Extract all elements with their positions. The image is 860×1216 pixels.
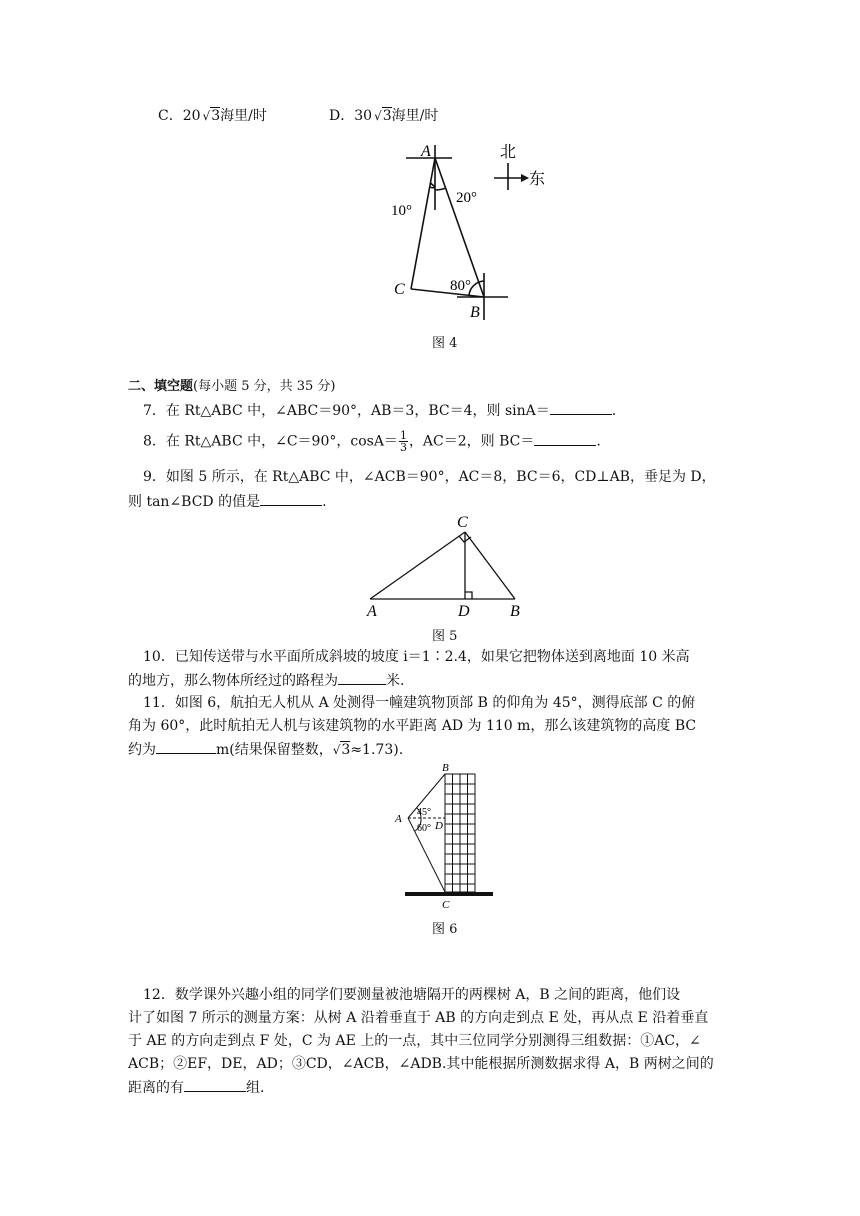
question-12-line-4: ACB；②EF，DE，AD；③CD，∠ACB，∠ADB.其中能根据所测数据求得 A，B 两树之间的 <box>128 1056 714 1072</box>
question-11-line-2: 角为 60°，此时航拍无人机与该建筑物的水平距离 AD 为 110 m，那么该建筑物的高度 BC <box>128 718 697 734</box>
question-12-line-3: 于 AE 的方向走到点 F 处，C 为 AE 上的一点，其中三位同学分别测得三组数据：①AC，∠ <box>128 1033 701 1049</box>
fig4-label-c: C <box>394 281 405 298</box>
q11-blank[interactable] <box>156 739 216 754</box>
question-10-line-2 <box>128 670 738 691</box>
q7-text: 7．在 Rt△ABC 中，∠ABC＝90°，AB＝3，BC＝4，则 sinA＝ <box>143 403 550 419</box>
figure-4-caption: 图 4 <box>432 336 458 351</box>
fig4-angle-10: 10° <box>391 203 412 219</box>
fig6-angle-60: 60° <box>417 823 431 834</box>
fig4-label-a: A <box>421 143 431 160</box>
question-11-line-1: 11．如图 6，航拍无人机从 A 处测得一幢建筑物顶部 B 的仰角为 45°，测得底部 C 的俯 <box>143 695 696 711</box>
fig6-angle-45: 45° <box>417 807 431 818</box>
q9-end: . <box>322 494 327 510</box>
fig5-label-a: A <box>367 603 377 620</box>
q8-end: . <box>596 433 601 450</box>
option-c-radical: 3 <box>211 108 221 124</box>
q10-end: 米. <box>386 673 405 689</box>
option-c: C．20 √3海里/时 <box>158 108 267 124</box>
question-9-line-1: 9．如图 5 所示，在 Rt△ABC 中，∠ACB＝90°，AC＝8，BC＝6，CD⊥AB，垂足为 D， <box>143 469 716 485</box>
option-c-unit: 海里/时 <box>220 108 267 124</box>
q8-text-a: 8．在 Rt△ABC 中，∠C＝90°，cosA＝ <box>143 433 398 450</box>
option-d-unit: 海里/时 <box>391 108 439 124</box>
q10-blank[interactable] <box>338 670 386 685</box>
option-d-radical: 3 <box>382 108 392 124</box>
option-d-label: D．30 <box>329 108 373 124</box>
option-d: D．30 √3海里/时 <box>329 108 439 124</box>
fig5-label-c: C <box>457 514 468 531</box>
fig6-label-b: B <box>442 762 449 774</box>
compass-east-label: 东 <box>529 171 546 188</box>
fig5-label-d: D <box>458 603 470 620</box>
fig6-label-d: D <box>435 820 443 832</box>
question-12-line-2: 计了如图 7 所示的测量方案：从树 A 沿着垂直于 AB 的方向走到点 E 处，再从点 E 沿着垂直 <box>128 1010 709 1026</box>
q8-blank[interactable] <box>534 431 596 446</box>
fig4-angle-20: 20° <box>456 190 477 206</box>
q11-radical: 3 <box>341 742 351 758</box>
figure-5-caption: 图 5 <box>432 629 458 644</box>
q11-text-c: ≈1.73). <box>350 742 404 758</box>
question-7 <box>143 400 753 421</box>
fig4-angle-80: 80° <box>450 278 471 294</box>
compass-north-label: 北 <box>500 144 517 161</box>
question-12-line-1: 12．数学课外兴趣小组的同学们要测量被池塘隔开的两棵树 A，B 之间的距离，他们设 <box>143 987 681 1003</box>
q8-frac-num: 1 <box>399 429 407 442</box>
option-c-label: C．20 <box>158 108 201 124</box>
q9-blank[interactable] <box>260 491 322 506</box>
q8-text-b: ，AC＝2，则 BC＝ <box>408 433 535 450</box>
figure-4 <box>380 135 560 325</box>
section-heading <box>128 376 738 397</box>
q11-text-a: 约为 <box>128 742 156 758</box>
q8-fraction <box>399 430 408 453</box>
figure-6 <box>390 760 500 910</box>
question-10-line-1: 10．已知传送带与水平面所成斜坡的坡度 i＝1∶2.4，如果它把物体送到离地面 10 米高 <box>143 649 690 665</box>
question-8 <box>143 430 753 453</box>
q11-text-b: m(结果保留整数， <box>216 742 333 758</box>
figure-5 <box>360 510 530 620</box>
section-note: (每小题 5 分，共 35 分) <box>193 379 336 394</box>
question-11-line-3: 约为 m(结果保留整数，√3≈1.73). <box>128 739 738 760</box>
fig4-label-b: B <box>470 304 480 321</box>
figure-6-caption: 图 6 <box>432 922 458 937</box>
q9-text: 则 tan∠BCD 的值是 <box>128 494 261 510</box>
section-title: 二、填空题 <box>128 379 194 394</box>
q12-blank[interactable] <box>184 1077 246 1092</box>
q7-blank[interactable] <box>550 400 612 415</box>
fig6-label-c: C <box>442 899 450 910</box>
question-12-line-5 <box>128 1077 738 1098</box>
question-9-line-2 <box>128 491 738 512</box>
q12-end: 组. <box>246 1080 265 1096</box>
q7-end: . <box>611 403 617 419</box>
fig5-label-b: B <box>510 603 520 620</box>
q10-text: 的地方，那么物体所经过的路程为 <box>128 673 338 689</box>
q8-frac-den: 3 <box>399 441 407 454</box>
q12-text: 距离的有 <box>128 1080 184 1096</box>
fig6-label-a: A <box>395 813 402 825</box>
